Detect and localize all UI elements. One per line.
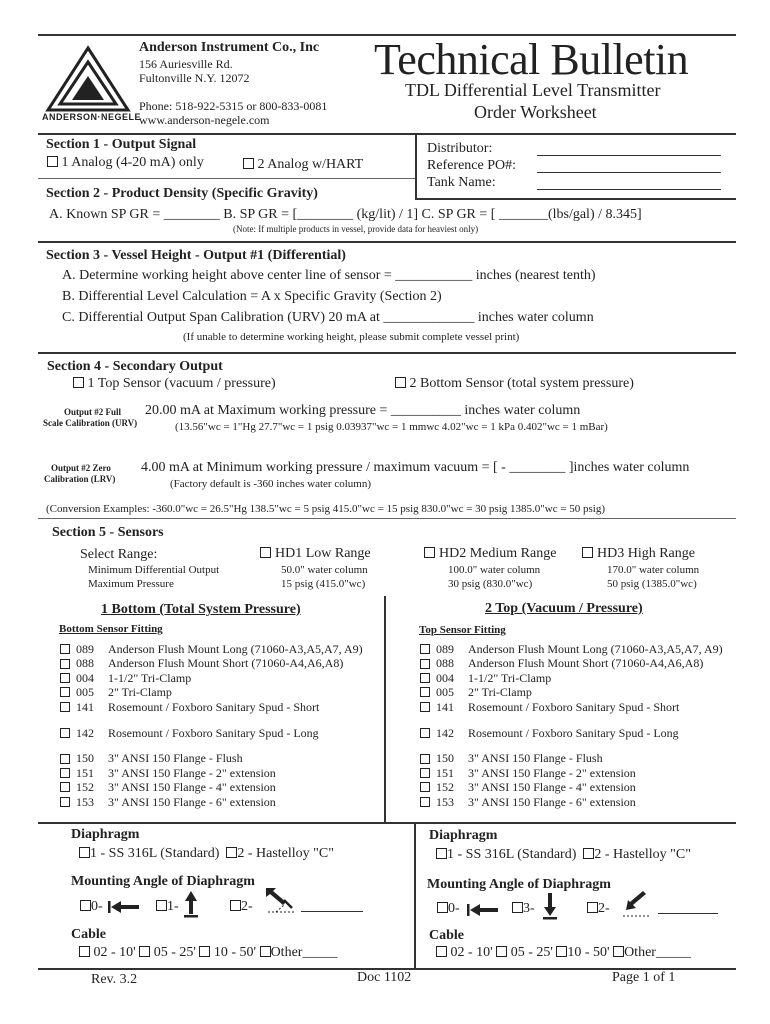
bottom-cable-10-label: 02 - 10' [93, 945, 136, 960]
top-dia-hastelloy-label: 2 - Hastelloy "C" [594, 847, 691, 862]
bottom-angle-2-checkbox[interactable] [230, 900, 241, 911]
max-pressure-label: Maximum Pressure [88, 578, 174, 590]
range-hd2-option[interactable] [424, 546, 556, 562]
analog-hart-label: 2 Analog w/HART [257, 157, 364, 172]
fitting-checkbox[interactable] [420, 768, 430, 778]
fitting-desc: 2" Tri-Clamp [108, 685, 172, 700]
hd3-label: HD3 High Range [597, 546, 695, 561]
fitting-code: 088 [76, 656, 94, 671]
fitting-checkbox[interactable] [60, 644, 70, 654]
fitting-code: 142 [76, 726, 94, 741]
fitting-desc: Anderson Flush Mount Short (71060-A4,A6,A8) [468, 656, 704, 671]
fitting-desc: Rosemount / Foxboro Sanitary Spud - Long [468, 726, 679, 741]
lrv-note: (Factory default is -360 inches water column) [170, 478, 371, 490]
fitting-code: 151 [76, 765, 94, 780]
fitting-checkbox[interactable] [420, 782, 430, 792]
bottom-dia-hastelloy-checkbox[interactable] [226, 847, 237, 858]
top-cable-10-checkbox[interactable] [436, 946, 447, 957]
fitting-checkbox[interactable] [60, 728, 70, 738]
list-item[interactable] [60, 656, 363, 670]
doc-number: Doc 1102 [357, 970, 412, 985]
bottom-fitting-list [60, 642, 363, 809]
lrv-line: 4.00 mA at Minimum working pressure / maximum vacuum = [ - ________ ]inches water column [141, 460, 690, 475]
arrow-down-icon [543, 892, 557, 920]
fitting-checkbox[interactable] [420, 644, 430, 654]
top-sensor-title: 2 Top (Vacuum / Pressure) [485, 601, 643, 616]
fitting-code: 004 [76, 670, 94, 685]
fitting-desc: Anderson Flush Mount Short (71060-A4,A6,A8) [108, 656, 344, 671]
fitting-desc: 3" ANSI 150 Flange - Flush [108, 751, 243, 766]
list-item[interactable] [420, 671, 723, 685]
lrv-label-2: Calibration (LRV) [44, 474, 116, 484]
fitting-checkbox[interactable] [420, 673, 430, 683]
list-item[interactable] [420, 656, 723, 670]
top-diaphragm-title: Diaphragm [429, 828, 498, 843]
hd2-label: HD2 Medium Range [439, 546, 557, 561]
list-item[interactable] [60, 751, 363, 765]
arrow-up-icon [184, 890, 198, 918]
bottom-sensor-label: 2 Bottom Sensor (total system pressure) [409, 376, 634, 391]
list-item[interactable] [60, 780, 363, 794]
fitting-desc: Anderson Flush Mount Long (71060-A3,A5,A7, A9) [108, 642, 363, 656]
top-cable-50-checkbox[interactable] [556, 946, 567, 957]
list-item[interactable] [420, 780, 723, 794]
fitting-code: 151 [436, 765, 454, 780]
bottom-sensor-checkbox[interactable] [395, 377, 406, 388]
secondary-bottom-sensor-option[interactable] [395, 376, 634, 392]
analog-only-checkbox[interactable] [47, 156, 58, 167]
arrow-angled-icon [262, 886, 298, 914]
arrow-left-icon [467, 903, 499, 917]
fitting-desc: Rosemount / Foxboro Sanitary Spud - Long [108, 726, 319, 741]
bottom-angle-1-label: 1- [167, 899, 179, 914]
arrow-left-icon [108, 900, 140, 914]
distributor-label: Distributor: [427, 141, 493, 156]
fitting-desc: 3" ANSI 150 Flange - 4" extension [108, 780, 276, 795]
top-cable-25-checkbox[interactable] [496, 946, 507, 957]
fitting-desc: 3" ANSI 150 Flange - 2" extension [108, 765, 276, 780]
section-4-title: Section 4 - Secondary Output [47, 359, 223, 374]
fitting-code: 141 [436, 699, 454, 714]
hd1-checkbox[interactable] [260, 547, 271, 558]
fitting-checkbox[interactable] [60, 687, 70, 697]
fitting-checkbox[interactable] [420, 702, 430, 712]
bottom-dia-ss-label: 1 - SS 316L (Standard) [90, 846, 220, 861]
analog-hart-checkbox[interactable] [243, 158, 254, 169]
page-subtitle-2: Order Worksheet [474, 102, 597, 122]
top-angle-0-checkbox[interactable] [437, 902, 448, 913]
sp-gr-line: A. Known SP GR = ________ B. SP GR = [________ (kg/lit) / 1] C. SP GR = [ _______(lbs/gal) / 8.345] [49, 207, 642, 222]
fitting-desc: Anderson Flush Mount Long (71060-A3,A5,A7, A9) [468, 642, 723, 656]
top-dia-ss-label: 1 - SS 316L (Standard) [447, 847, 577, 862]
top-fitting-label: Top Sensor Fitting [419, 624, 506, 636]
fitting-checkbox[interactable] [60, 782, 70, 792]
fitting-code: 150 [436, 751, 454, 766]
section-3-line-a: A. Determine working height above center line of sensor = ___________ inches (nearest tenth) [62, 268, 596, 283]
tank-name-field[interactable] [537, 189, 721, 190]
top-angle-other-field[interactable] [658, 913, 718, 914]
top-cable-other-label: Other_____ [624, 945, 691, 960]
anderson-negele-logo-icon [44, 44, 132, 118]
revision-label: Rev. 3.2 [91, 972, 138, 987]
bottom-angle-0-label: 0- [91, 899, 103, 914]
hd2-min: 100.0" water column [448, 564, 541, 576]
bottom-angle-1-checkbox[interactable] [156, 900, 167, 911]
hd3-min: 170.0" water column [607, 564, 700, 576]
fitting-checkbox[interactable] [420, 728, 430, 738]
address-line-2: Fultonville N.Y. 12072 [139, 71, 250, 85]
section-3-title: Section 3 - Vessel Height - Output #1 (Differential) [46, 248, 346, 263]
bottom-diaphragm-title: Diaphragm [71, 827, 140, 842]
bottom-cable-other-checkbox[interactable] [260, 946, 271, 957]
top-cable-title: Cable [429, 928, 464, 943]
fitting-desc: 2" Tri-Clamp [468, 685, 532, 700]
bottom-cable-50-label: 10 - 50' [213, 945, 257, 960]
select-range-label: Select Range: [80, 547, 158, 562]
list-item[interactable] [60, 642, 363, 656]
section-3-line-b: B. Differential Level Calculation = A x Specific Gravity (Section 2) [62, 289, 442, 304]
top-sensor-checkbox[interactable] [73, 377, 84, 388]
section-2-title: Section 2 - Product Density (Specific Gravity) [46, 186, 318, 201]
bottom-dia-ss-checkbox[interactable] [79, 847, 90, 858]
reference-po-label: Reference PO#: [427, 158, 517, 173]
top-angle-2-checkbox[interactable] [587, 902, 598, 913]
conversion-examples: (Conversion Examples: -360.0"wc = 26.5"Hg 138.5"wc = 5 psig 415.0"wc = 15 psig 830.0"wc = 30 psig 1385.0"wc = 50 psig) [46, 503, 606, 515]
bottom-cable-other-label: Other_____ [270, 945, 338, 960]
hd1-min: 50.0" water column [281, 564, 368, 576]
bottom-diaphragm-options [79, 846, 334, 862]
bottom-cable-50-checkbox[interactable] [199, 946, 210, 957]
list-item[interactable] [420, 700, 723, 714]
top-cable-50-label: 10 - 50' [567, 945, 610, 960]
top-angle-title: Mounting Angle of Diaphragm [427, 877, 611, 892]
list-item[interactable] [60, 726, 363, 740]
fitting-desc: 3" ANSI 150 Flange - 4" extension [468, 780, 636, 795]
fitting-desc: 1-1/2" Tri-Clamp [468, 670, 552, 685]
sp-gr-note: (Note: If multiple products in vessel, provide data for heaviest only) [233, 224, 479, 234]
fitting-code: 089 [76, 642, 94, 656]
hd3-max: 50 psig (1385.0"wc) [607, 578, 697, 590]
bottom-cable-10-checkbox[interactable] [79, 946, 90, 957]
fitting-code: 152 [76, 780, 94, 795]
fitting-code: 152 [436, 780, 454, 795]
bottom-angle-1-option[interactable] [156, 899, 179, 915]
page-number: Page 1 of 1 [612, 970, 676, 985]
bottom-cable-title: Cable [71, 927, 106, 942]
top-cable-10-label: 02 - 10' [450, 945, 493, 960]
hd1-max: 15 psig (415.0"wc) [281, 578, 366, 590]
urv-conversions: (13.56"wc = 1"Hg 27.7"wc = 1 psig 0.03937"wc = 1 mmwc 4.02"wc = 1 kPa 0.402"wc = 1 mBar) [175, 421, 608, 433]
bottom-sensor-title: 1 Bottom (Total System Pressure) [101, 602, 301, 617]
bottom-dia-hastelloy-label: 2 - Hastelloy "C" [237, 846, 334, 861]
hd2-max: 30 psig (830.0"wc) [448, 578, 533, 590]
range-hd1-option[interactable] [260, 546, 371, 562]
bottom-angle-title: Mounting Angle of Diaphragm [71, 874, 255, 889]
fitting-code: 089 [436, 642, 454, 656]
bottom-cable-options [79, 945, 337, 961]
phone-line: Phone: 518-922-5315 or 800-833-0081 [139, 99, 328, 113]
top-diaphragm-options [436, 847, 691, 863]
fitting-code: 005 [436, 685, 454, 700]
range-hd3-option[interactable] [582, 546, 695, 562]
fitting-code: 004 [436, 670, 454, 685]
top-sensor-label: 1 Top Sensor (vacuum / pressure) [87, 376, 276, 391]
list-item[interactable] [60, 766, 363, 780]
section-1-title: Section 1 - Output Signal [46, 137, 197, 152]
list-item[interactable] [420, 642, 723, 656]
top-angle-2-option[interactable] [587, 901, 610, 917]
fitting-checkbox[interactable] [420, 754, 430, 764]
fitting-checkbox[interactable] [60, 768, 70, 778]
bottom-angle-2-option[interactable] [230, 899, 253, 915]
bottom-fitting-label: Bottom Sensor Fitting [59, 623, 163, 635]
fitting-checkbox[interactable] [60, 673, 70, 683]
fitting-code: 005 [76, 685, 94, 700]
bottom-angle-0-checkbox[interactable] [80, 900, 91, 911]
distributor-field[interactable] [537, 155, 721, 156]
company-name: Anderson Instrument Co., Inc [139, 40, 320, 55]
fitting-code: 153 [436, 794, 454, 809]
top-angle-3-checkbox[interactable] [512, 902, 523, 913]
logo-text: ANDERSON·NEGELE [42, 112, 142, 122]
fitting-checkbox[interactable] [420, 659, 430, 669]
output-analog-hart-option[interactable] [243, 157, 363, 173]
page-subtitle-1: TDL Differential Level Transmitter [405, 80, 661, 100]
top-cable-25-label: 05 - 25' [510, 945, 553, 960]
fitting-checkbox[interactable] [60, 659, 70, 669]
fitting-desc: Rosemount / Foxboro Sanitary Spud - Short [468, 699, 680, 714]
tank-name-label: Tank Name: [427, 175, 496, 190]
top-angle-2-label: 2- [598, 901, 610, 916]
fitting-code: 142 [436, 726, 454, 741]
min-diff-output-label: Minimum Differential Output [88, 564, 220, 576]
list-item[interactable] [420, 751, 723, 765]
fitting-checkbox[interactable] [60, 754, 70, 764]
list-item[interactable] [420, 685, 723, 699]
output-analog-only-option[interactable] [47, 155, 204, 171]
bottom-cable-25-checkbox[interactable] [139, 946, 150, 957]
top-cable-other-checkbox[interactable] [613, 946, 624, 957]
fitting-checkbox[interactable] [60, 797, 70, 807]
top-cable-options [436, 945, 691, 961]
list-item[interactable] [60, 671, 363, 685]
fitting-code: 153 [76, 794, 94, 809]
address-line-1: 156 Auriesville Rd. [139, 57, 233, 71]
arrow-angled-down-icon [619, 890, 653, 918]
top-dia-ss-checkbox[interactable] [436, 848, 447, 859]
fitting-code: 150 [76, 751, 94, 766]
secondary-top-sensor-option[interactable] [73, 376, 276, 392]
top-angle-3-label: 3- [523, 901, 535, 916]
fitting-desc: 1-1/2" Tri-Clamp [108, 670, 192, 685]
fitting-desc: 3" ANSI 150 Flange - 6" extension [108, 794, 276, 809]
fitting-desc: 3" ANSI 150 Flange - 2" extension [468, 765, 636, 780]
top-dia-hastelloy-checkbox[interactable] [583, 848, 594, 859]
list-item[interactable] [60, 700, 363, 714]
top-angle-0-option[interactable] [437, 901, 460, 917]
bottom-cable-25-label: 05 - 25' [153, 945, 196, 960]
list-item[interactable] [60, 685, 363, 699]
hd3-checkbox[interactable] [582, 547, 593, 558]
bottom-angle-2-label: 2- [241, 899, 253, 914]
fitting-desc: Rosemount / Foxboro Sanitary Spud - Short [108, 699, 320, 714]
list-item[interactable] [420, 766, 723, 780]
top-fitting-list [420, 642, 723, 809]
fitting-checkbox[interactable] [420, 687, 430, 697]
fitting-desc: 3" ANSI 150 Flange - Flush [468, 751, 603, 766]
list-item[interactable] [60, 795, 363, 809]
bottom-angle-0-option[interactable] [80, 899, 103, 915]
list-item[interactable] [420, 726, 723, 740]
section-3-line-c: C. Differential Output Span Calibration (URV) 20 mA at _____________ inches water column [62, 310, 594, 325]
lrv-label-1: Output #2 Zero [51, 463, 111, 473]
top-angle-3-option[interactable] [512, 901, 535, 917]
section-3-note: (If unable to determine working height, please submit complete vessel print) [183, 331, 520, 343]
fitting-code: 141 [76, 699, 94, 714]
fitting-code: 088 [436, 656, 454, 671]
urv-label-2: Scale Calibration (URV) [43, 418, 138, 428]
fitting-checkbox[interactable] [420, 797, 430, 807]
hd2-checkbox[interactable] [424, 547, 435, 558]
fitting-checkbox[interactable] [60, 702, 70, 712]
fitting-desc: 3" ANSI 150 Flange - 6" extension [468, 794, 636, 809]
top-angle-0-label: 0- [448, 901, 460, 916]
urv-line: 20.00 mA at Maximum working pressure = __________ inches water column [145, 403, 581, 418]
urv-label-1: Output #2 Full [64, 407, 122, 417]
analog-only-label: 1 Analog (4-20 mA) only [61, 155, 204, 170]
hd1-label: HD1 Low Range [275, 546, 371, 561]
section-5-title: Section 5 - Sensors [52, 525, 164, 540]
page-title: Technical Bulletin [374, 35, 689, 84]
reference-po-field[interactable] [537, 172, 721, 173]
list-item[interactable] [420, 795, 723, 809]
website-link[interactable]: www.anderson-negele.com [139, 113, 270, 127]
bottom-angle-other-field[interactable] [301, 911, 363, 912]
